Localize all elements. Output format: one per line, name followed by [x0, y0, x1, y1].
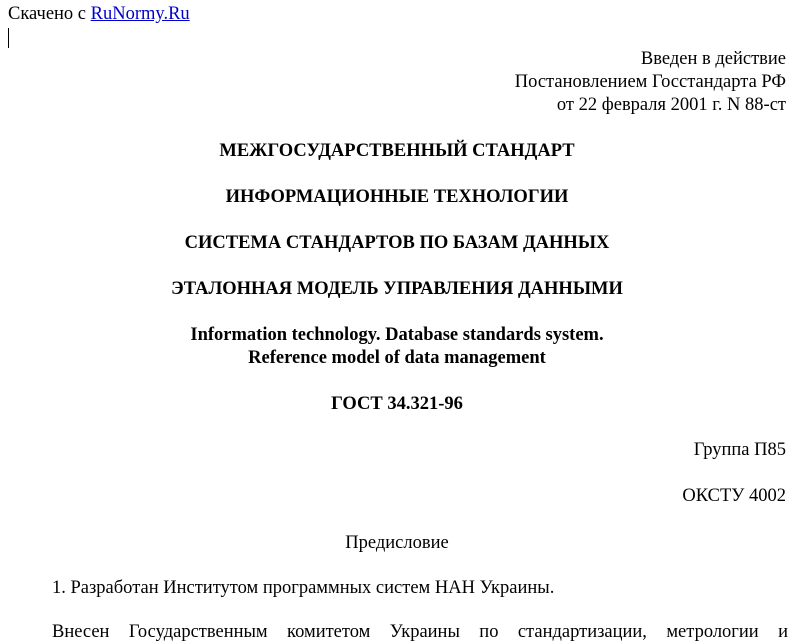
english-title-line-2: Reference model of data management: [248, 348, 546, 368]
download-prefix: Скачено с: [8, 4, 87, 24]
intro-line-1: Введен в действие: [640, 49, 786, 69]
english-title-line-1: Information technology. Database standards system.: [190, 325, 604, 345]
intro-line-3: от 22 февраля 2001 г. N 88-ст: [556, 95, 786, 115]
site-link[interactable]: RuNormy.Ru: [90, 4, 190, 24]
title-reference-model: ЭТАЛОННАЯ МОДЕЛЬ УПРАВЛЕНИЯ ДАННЫМИ: [171, 279, 623, 299]
okstu-code: ОКСТУ 4002: [682, 486, 786, 506]
title-information-technologies: ИНФОРМАЦИОННЫЕ ТЕХНОЛОГИИ: [225, 187, 569, 207]
preface-heading: Предисловие: [345, 533, 449, 553]
text-cursor: [8, 28, 9, 48]
title-interstate-standard: МЕЖГОСУДАРСТВЕННЫЙ СТАНДАРТ: [219, 141, 575, 161]
title-database-standards: СИСТЕМА СТАНДАРТОВ ПО БАЗАМ ДАННЫХ: [184, 233, 610, 253]
preface-item-1: 1. Разработан Институтом программных систем НАН Украины.: [52, 578, 555, 598]
preface-item-1-continuation: Внесен Государственным комитетом Украины по стандартизации, метрологии и: [52, 622, 788, 642]
group-code: Группа П85: [693, 440, 786, 460]
download-source-line: [8, 4, 190, 25]
gost-number: ГОСТ 34.321-96: [331, 394, 463, 414]
intro-line-2: Постановлением Госстандарта РФ: [514, 72, 786, 92]
